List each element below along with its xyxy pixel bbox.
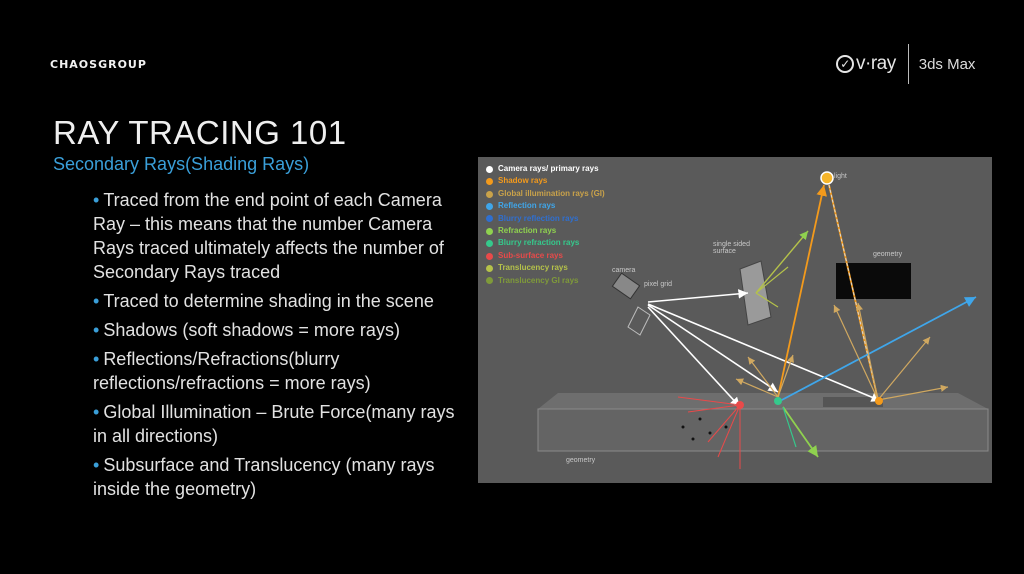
vray-check-icon: ✓ (836, 55, 854, 73)
legend-swatch (486, 203, 493, 210)
bullet-dot-icon: • (93, 349, 100, 369)
subsurface-hit (736, 401, 744, 409)
legend-label: Translucency GI rays (498, 275, 579, 285)
bullet-text: Shadows (soft shadows = more rays) (103, 320, 400, 340)
legend-swatch (486, 228, 493, 235)
legend-item (486, 262, 605, 274)
legend-label: Refraction rays (498, 226, 557, 236)
brand-divider (908, 44, 909, 84)
bullet-text: Traced to determine shading in the scene (103, 291, 434, 311)
legend-label: Global illumination rays (GI) (498, 188, 605, 198)
legend-label: Camera rays/ primary rays (498, 164, 599, 173)
bullet-text: Global Illumination – Brute Force(many rays in all directions) (93, 402, 455, 446)
legend-item (486, 225, 605, 237)
legend-swatch (486, 277, 493, 284)
bullet-text: Reflections/Refractions(blurry reflections/refractions = more rays) (93, 349, 371, 393)
pixel-grid (628, 307, 650, 335)
vray-logo-text: v·ray (856, 53, 896, 74)
shadow-hit (875, 397, 883, 405)
legend-swatch (486, 253, 493, 260)
bullet-item (93, 289, 473, 313)
bullet-text: Subsurface and Translucency (many rays inside the geometry) (93, 455, 435, 499)
legend-label: Translucency rays (498, 263, 568, 273)
bullet-dot-icon: • (93, 402, 100, 422)
ray-tracing-diagram (478, 157, 992, 483)
legend-swatch (486, 240, 493, 247)
label-geometry-top: geometry (873, 251, 903, 258)
legend-swatch (486, 215, 493, 222)
legend-item (486, 250, 605, 262)
brand-area (836, 44, 975, 84)
vray-logo (836, 53, 896, 75)
bullet-dot-icon: • (93, 455, 100, 475)
legend-label: Reflection rays (498, 201, 556, 211)
bullet-item (93, 318, 473, 342)
product-name: 3ds Max (918, 55, 976, 73)
slide-title: RAY TRACING 101 (53, 114, 347, 151)
bullet-item (93, 188, 473, 284)
diagram-legend (486, 163, 605, 287)
legend-label: Blurry refraction rays (498, 238, 580, 248)
legend-swatch (486, 191, 493, 198)
label-single-sided-surface: single sided surface (713, 241, 750, 255)
legend-item (486, 237, 605, 249)
legend-label: Blurry reflection rays (498, 213, 579, 223)
legend-item (486, 213, 605, 225)
label-geometry-bottom: geometry (566, 457, 596, 464)
bullet-item (93, 453, 473, 501)
label-light: light (834, 173, 847, 180)
legend-item (486, 175, 605, 187)
slab-front (538, 409, 988, 451)
surface-hit (774, 397, 782, 405)
legend-item (486, 188, 605, 200)
legend-item (486, 275, 605, 287)
slab-top (538, 393, 988, 409)
chaosgroup-logo: CHAOSGROUP (50, 58, 147, 71)
legend-swatch (486, 265, 493, 272)
bullet-dot-icon: • (93, 291, 100, 311)
light-source (821, 172, 833, 184)
legend-swatch (486, 166, 493, 173)
legend-label: Shadow rays (498, 176, 548, 186)
legend-item (486, 200, 605, 212)
bullet-item (93, 400, 473, 448)
legend-swatch (486, 178, 493, 185)
bullet-dot-icon: • (93, 190, 100, 210)
bullet-item (93, 347, 473, 395)
bullet-list (93, 188, 473, 506)
label-camera: camera (612, 267, 636, 274)
bullet-text: Traced from the end point of each Camera Ray – this means that the number Camera Rays traced ultimately affects the number of Secondary Rays traced (93, 190, 444, 282)
camera-shape (612, 273, 639, 299)
legend-label: Sub-surface rays (498, 250, 563, 260)
bullet-dot-icon: • (93, 320, 100, 340)
label-pixel-grid: pixel grid (644, 281, 673, 288)
slide-subtitle: Secondary Rays(Shading Rays) (53, 154, 310, 174)
legend-item (486, 163, 605, 175)
